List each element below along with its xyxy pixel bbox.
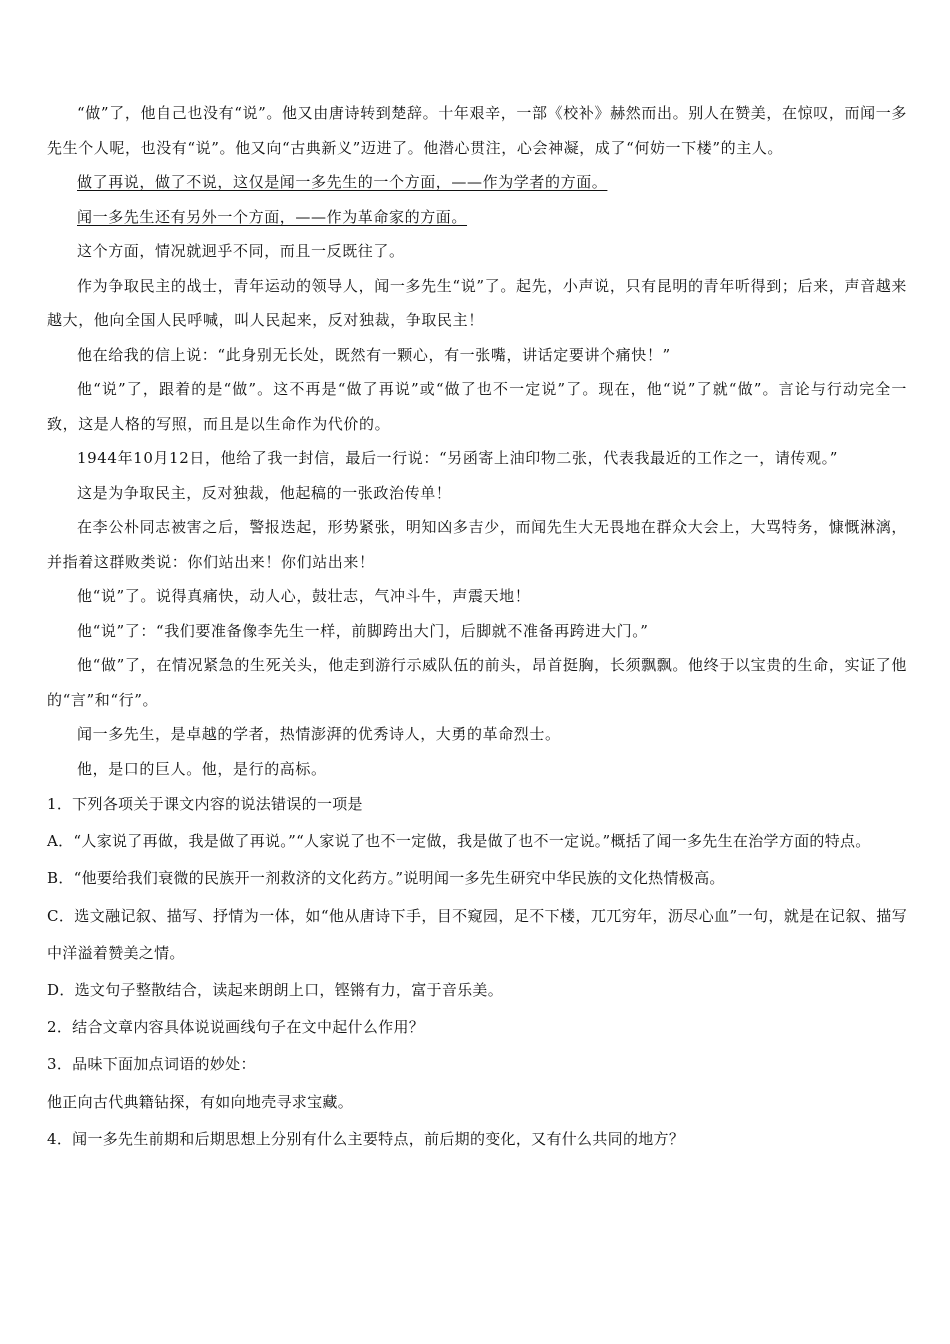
question-2: 2．结合文章内容具体说说画线句子在文中起什么作用？ bbox=[47, 1018, 425, 1037]
question-3-sentence: 他正向古代典籍钻探，有如向地壳寻求宝藏。 bbox=[47, 1092, 354, 1111]
document-page bbox=[47, 96, 907, 1158]
passage-paragraph: 他“说”了，跟着的是“做”。这不再是“做了再说”或“做了也不一定说”了。现在，他“说”了就“做”。言论与行动完全一致，这是人格的写照，而且是以生命作为代价的。 bbox=[47, 380, 907, 433]
passage-paragraph: 闻一多先生，是卓越的学者，热情澎湃的优秀诗人，大勇的革命烈士。 bbox=[77, 725, 561, 743]
underlined-sentence bbox=[47, 165, 907, 200]
option-b: B．“他要给我们衰微的民族开一剂救济的文化药方。”说明闻一多先生研究中华民族的文化热情极高。 bbox=[47, 869, 725, 888]
passage-paragraph: “做”了，他自己也没有“说”。他又由唐诗转到楚辞。十年艰辛，一部《校补》赫然而出。别人在赞美，在惊叹，而闻一多先生个人呢，也没有“说”。他又向“古典新义”迈进了。他潜心贯注，心会神凝，成了“何妨一下楼”的主人。 bbox=[47, 104, 907, 157]
passage-paragraph: 这个方面，情况就迥乎不同，而且一反既往了。 bbox=[77, 242, 405, 260]
option-d: D．选文句子整散结合，读起来朗朗上口，铿锵有力，富于音乐美。 bbox=[47, 981, 504, 1000]
passage-paragraph: 这是为争取民主，反对独裁，他起稿的一张政治传单！ bbox=[77, 483, 452, 502]
passage-paragraph: 他“说”了。说得真痛快，动人心，鼓壮志，气冲斗牛，声震天地！ bbox=[77, 587, 531, 605]
passage-paragraph: 他在给我的信上说：“此身别无长处，既然有一颗心，有一张嘴，讲话定要讲个痛快！” bbox=[77, 345, 671, 364]
passage-paragraph: 他“说”了：“我们要准备像李先生一样，前脚跨出大门，后脚就不准备再跨进大门。” bbox=[77, 621, 649, 640]
passage-paragraph: 在李公朴同志被害之后，警报迭起，形势紧张，明知凶多吉少，而闻先生大无畏地在群众大会上，大骂特务，慷慨淋漓，并指着这群败类说：你们站出来！你们站出来！ bbox=[47, 518, 907, 571]
underlined-text: 闻一多先生还有另外一个方面，——作为革命家的方面。 bbox=[77, 207, 468, 226]
underlined-text: 做了再说，做了不说，这仅是闻一多先生的一个方面，——作为学者的方面。 bbox=[77, 173, 608, 191]
option-a: A．“人家说了再做，我是做了再说。”“人家说了也不一定做，我是做了也不一定说。”概括了闻一多先生在治学方面的特点。 bbox=[47, 832, 871, 851]
question-1: 1．下列各项关于课文内容的说法错误的一项是 bbox=[47, 795, 363, 813]
question-3: 3．品味下面加点词语的妙处： bbox=[47, 1055, 256, 1074]
passage-paragraph: 作为争取民主的战士，青年运动的领导人，闻一多先生“说”了。起先，小声说，只有昆明的青年听得到；后来，声音越来越大，他向全国人民呼喊，叫人民起来，反对独裁，争取民主！ bbox=[47, 276, 907, 329]
question-4: 4．闻一多先生前期和后期思想上分别有什么主要特点，前后期的变化，又有什么共同的地方？ bbox=[47, 1129, 685, 1148]
passage-paragraph: 1944年10月12日，他给了我一封信，最后一行说：“另函寄上油印物二张，代表我最近的工作之一，请传观。” bbox=[77, 449, 838, 467]
passage-paragraph: 他，是口的巨人。他，是行的高标。 bbox=[77, 759, 327, 778]
underlined-sentence bbox=[47, 200, 907, 235]
option-c: C．选文融记叙、描写、抒情为一体，如“他从唐诗下手，目不窥园，足不下楼，兀兀穷年，沥尽心血”一句，就是在记叙、描写中洋溢着赞美之情。 bbox=[47, 906, 907, 962]
passage-paragraph: 他“做”了，在情况紧急的生死关头，他走到游行示威队伍的前头，昂首挺胸，长须飘飘。他终于以宝贵的生命，实证了他的“言”和“行”。 bbox=[47, 656, 907, 709]
